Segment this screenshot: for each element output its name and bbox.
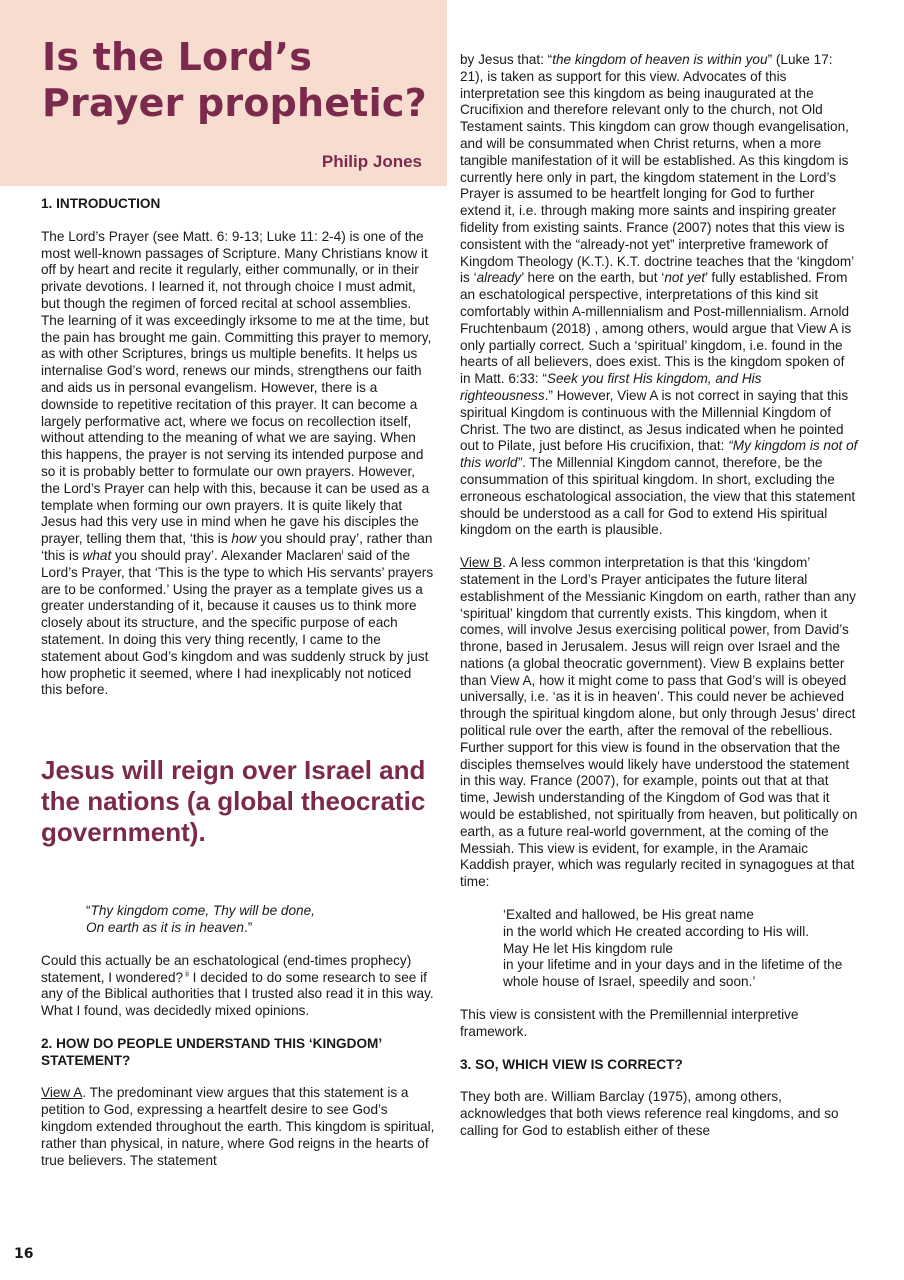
intro-text-b: you should pray’, rather than ‘this is bbox=[41, 531, 433, 563]
cont-text-e: .” However, View A is not correct in saying that this spiritual Kingdom is continuous with the Millennial Kingdom of Christ. The two are distinct, as Jesus indicated when he pointed out to Pilate, just before His crucifixion, that: bbox=[460, 387, 849, 454]
view-b-text: . A less common interpretation is that this ‘kingdom’ statement in the Lord’s Prayer anticipates the future literal establishment of the Messianic Kingdom on earth, rather than any ‘spiritual’ kingdom that currently exists. This kingdom, when it comes, will involve Jesus exercising political power, from David’s throne, based in Jerusalem. Jesus will reign over Israel and the nations (a global theocratic government). View B explains better than View A, how it might come to pass that God’s will is obeyed universally, i.e. ‘as it is in heaven’. This could never be achieved through the spiritual kingdom alone, but only through Jesus’ direct political rule over the earth, after the removal of the rebellious. Further support for this view is found in the observation that the disciples themselves would likely have understood the statement in this way. France (2007), for example, points out that at that time, Jewish understanding of the Kingdom of God was that it would be established, not spiritually from heaven, but politically on earth, as a future real-world government, at the coming of the Messiah. This view is evident, for example, in the Aramaic Kaddish prayer, which was regularly recited in synagogues at that time: bbox=[460, 555, 858, 890]
verse-open: “ bbox=[86, 903, 91, 919]
intro-text-a: The Lord’s Prayer (see Matt. 6: 9-13; Luke 11: 2-4) is one of the most well-known passages of Scripture. Many Christians know it off by heart and recite it regularly, either communally, or in their private devotions. I learned it, not through choice I must admit, but though the regimen of forced recital at school assemblies. The learning of it was exceedingly irksome to me at the time, but the pain has brought me gain. Committing this prayer to memory, as with other Scriptures, brings us multiple benefits. It helps us internalise God’s word, renews our minds, strengthens our faith and aids us in personal evangelism. However, there is a downside to repetitive recitation of this prayer. It can become a largely performative act, where we focus on recollection itself, without attending to the meaning of what we are saying. When this happens, the prayer is not serving its intended purpose and so it is probably better to formulate our own prayers. However, the Lord’s Prayer can help with this, because it can be used as a template when forming our own prayers. It is quite likely that Jesus had this very use in mind when he gave his disciples the prayer, telling them that, ‘this is bbox=[41, 228, 432, 547]
left-column bbox=[41, 196, 436, 1169]
research-text-b: I decided to do some research to see if any of the Biblical authorities that I trusted also read it in this way. What I found, was decidedly mixed opinions. bbox=[41, 969, 434, 1019]
kaddish-line: May He let His kingdom rule bbox=[503, 940, 673, 956]
view-a-text: . The predominant view argues that this statement is a petition to God, expressing a heartfelt desire to see God’s kingdom extended throughout the earth. This kingdom is spiritual, rather than physical, in nature, where God reigns in the hearts of true believers. The statement bbox=[41, 1085, 435, 1168]
research-text-a: Could this actually be an eschatological (end-times prophecy) statement, I wondered? bbox=[41, 952, 412, 985]
article-title bbox=[42, 34, 427, 126]
verse-close: .” bbox=[243, 919, 253, 935]
title-line-2: Prayer prophetic? bbox=[42, 81, 427, 125]
intro-text-d: said of the Lord’s Prayer, that ‘This is the type to which His servants’ prayers are to be conformed.’ Using the prayer as a template gives us a greater understanding of it, because it causes us to think more closely about its structure, and the specific purpose of each statement. In doing this very thing recently, I came to the statement about God’s kingdom and was suddenly struck by just how prophetic it seemed, where I had inexplicably not noticed this before. bbox=[41, 547, 434, 698]
author-name: Philip Jones bbox=[321, 152, 422, 171]
cont-quote-world: “My kingdom is not of this world” bbox=[460, 438, 858, 471]
section-2-heading: 2. HOW DO PEOPLE UNDERSTAND THIS ‘KINGDOM’ STATEMENT? bbox=[41, 1035, 382, 1068]
pull-quote: Jesus will reign over Israel and the nations (a global theocratic government). bbox=[41, 755, 426, 848]
kaddish-line: in your lifetime and in your days and in the lifetime of the whole house of Israel, speedily and soon.’ bbox=[503, 957, 843, 990]
intro-paragraph bbox=[41, 229, 436, 699]
cont-already: already bbox=[476, 270, 522, 286]
intro-heading: 1. INTRODUCTION bbox=[41, 196, 161, 211]
footnote-ref-i[interactable]: i bbox=[341, 547, 344, 557]
research-paragraph bbox=[41, 953, 436, 1020]
kaddish-quote bbox=[460, 907, 858, 991]
cont-quote-seek: Seek you first His kingdom, and His righteousness bbox=[460, 371, 762, 403]
view-a-paragraph bbox=[41, 1085, 436, 1169]
cont-text-f: . The Millennial Kingdom cannot, therefore, be the consummation of this spiritual kingdom. In short, excluding the erroneous eschatological association, the view that this statement should be understood as a call for God to extend His spiritual kingdom on the earth is plausible. bbox=[460, 455, 856, 538]
section-3-heading: 3. SO, WHICH VIEW IS CORRECT? bbox=[460, 1056, 683, 1072]
premillennial-paragraph: This view is consistent with the Premillennial interpretive framework. bbox=[460, 1007, 799, 1039]
view-b-paragraph bbox=[460, 555, 858, 891]
intro-what: what bbox=[82, 547, 112, 563]
page-number: 16 bbox=[14, 1246, 34, 1262]
footnote-ref-ii[interactable]: ii bbox=[183, 968, 189, 978]
verse-line-1: Thy kingdom come, Thy will be done, bbox=[90, 903, 315, 919]
cont-not-yet: not yet bbox=[664, 270, 706, 286]
view-a-label: View A bbox=[41, 1085, 83, 1101]
cont-quote-within: the kingdom of heaven is within you bbox=[552, 52, 768, 67]
intro-text-c: you should pray’. Alexander Maclaren bbox=[111, 547, 342, 563]
cont-text-b: ” (Luke 17: 21), is taken as support for this view. Advocates of this interpretation see this kingdom as being inaugurated at the Crucifixion and therefore relevant only to the church, not Old Testament saints. This kingdom can grow though evangelisation, and will be consummated when Christ returns, when a more tangible manifestation of it will be established. As this kingdom is currently here only in part, the kingdom statement in the Lord’s Prayer is assumed to be heartfelt longing for God to further extend it, i.e. through making more saints and inspiring greater fidelity from existing saints. France (2007) notes that this view is consistent with the “already-not yet” interpretive framework of Kingdom Theology (K.T.). K.T. doctrine teaches that the ‘kingdom’ is ‘ bbox=[460, 52, 854, 286]
verse-line-2: On earth as it is in heaven bbox=[86, 919, 244, 935]
cont-text-a: by Jesus that: “ bbox=[460, 52, 553, 67]
cont-text-c: ’ here on the earth, but ‘ bbox=[521, 270, 665, 286]
scripture-verse bbox=[41, 903, 436, 937]
kaddish-line: ‘Exalted and hallowed, be His great name bbox=[503, 907, 754, 923]
right-column bbox=[460, 52, 858, 1140]
section-3-paragraph: They both are. William Barclay (1975), among others, acknowledges that both views reference real kingdoms, and so calling for God to establish either of these bbox=[460, 1089, 839, 1139]
title-line-1: Is the Lord’s bbox=[42, 35, 313, 79]
view-b-label: View B bbox=[460, 555, 503, 571]
intro-how: how bbox=[231, 531, 257, 547]
cont-text-d: ’ fully established. From an eschatological perspective, interpretations of this kind sit comfortably within A-millennialism and Post-millennialism. Arnold Fruchtenbaum (2018) , among others, would argue that View A is only partially correct. Such a ‘spiritual’ kingdom, i.e. found in the hearts of all believers, does exist. This is the kingdom spoken of in Matt. 6:33: “ bbox=[460, 270, 852, 387]
kaddish-line: in the world which He created according to His will. bbox=[503, 923, 809, 939]
view-a-continuation bbox=[460, 52, 858, 539]
